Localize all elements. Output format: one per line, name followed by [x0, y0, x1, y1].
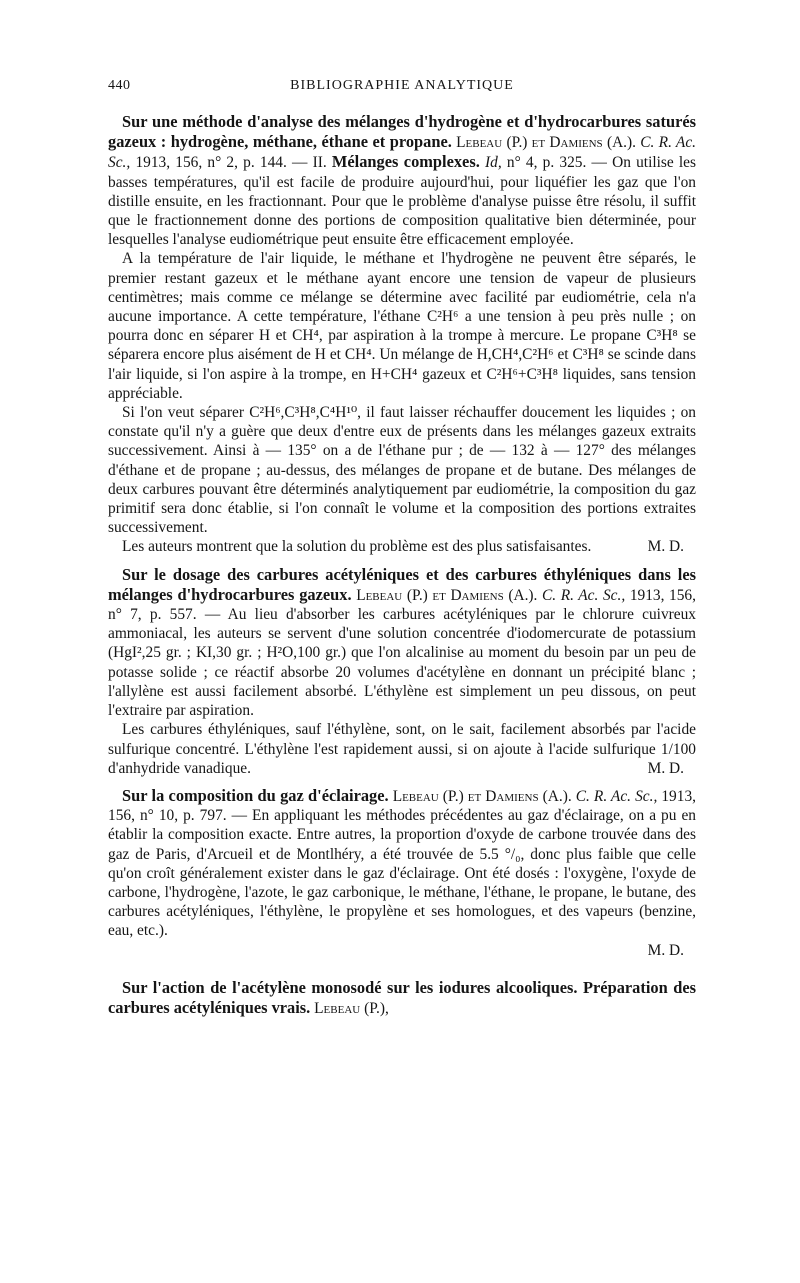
article-2-title: Sur le dosage des carbures acétyléniques et des carbures éthyléniques dans les mélanges d'hydrocarbures gazeux. [108, 564, 696, 604]
article-2-text: 1913, 156, n° 7, p. 557. — Au lieu d'absorber les carbures acétyléniques par le chlorure cuivreux ammoniacal, les auteurs se servent d'une solution concentrée d'iodomercurate de potassium (HgI²,25 gr. ; KI,30 gr. ; H²O,100 gr.) que l'on alcalinise au moment du besoin par un peu de potasse solide ; ce réactif absorbe 20 volumes d'acétylène en donnant un précipité blanc ; l'allylène est aussi facilement absorbé. L'éthylène est simplement un peu dissous, on peut l'extraire par aspiration. [108, 586, 696, 720]
article-1-paragraph-3: Si l'on veut séparer C²H⁶,C³H⁸,C⁴H¹⁰, il faut laisser réchauffer doucement les liquides ; on constate qu'il n'y a guère que deux d'entre eux de présents dans les mélanges gazeux extraits successivement. Ainsi à — 135° on a de l'éthane pur ; de — 132 à — 127° des mélanges d'éthane et de propane ; au-dessus, des mélanges de propane et de butane. Des mélanges de deux carbures pouvant être déterminés analytiquement par eudiométrie, la composition du gaz primitif sera donc établie, si l'on connaît le volume et la composition des portions extraites successivement. [108, 404, 696, 537]
article-3-signature: M. D. [647, 941, 684, 959]
article-2-journal: C. R. Ac. Sc., [542, 586, 626, 604]
article-1-conclusion: Les auteurs montrent que la solution du problème est des plus satisfaisantes. [122, 538, 592, 556]
page-body [108, 112, 696, 1018]
page-header [108, 78, 696, 98]
article-2-paragraph-2 [108, 720, 696, 778]
article-1-paragraph-2: A la température de l'air liquide, le méthane et l'hydrogène ne peuvent être séparés, le premier restant gazeux et le méthane ayant encore une tension de vapeur de plusieurs centimètres; mais comme ce mélange se détermine avec facilité par eudiométrie, cela n'a aucune importance. A cette température, l'éthane C²H⁶ a une tension à peu près nulle ; on pourra donc en séparer H et CH⁴, par aspiration à la trompe à mercure. Le propane C³H⁸ se séparera encore plus aisément de H et CH⁴. Un mélange de H,CH⁴,C²H⁶ et C³H⁸ se scinde dans l'air liquide, si l'on aspire à la trompe, en H+CH⁴ gazeux et C²H⁶+C³H⁸ liquides, sans tension appréciable. [108, 250, 696, 402]
article-1-journal: C. R. Ac. Sc., [108, 134, 697, 172]
article-1-part2-title: Mélanges complexes. [331, 152, 480, 172]
article-3-text: 1913, 156, n° 10, p. 797. — En appliquant les méthodes précédentes au gaz d'éclairage, on a pu en établir la composition exacte. Entre autres, la proportion d'oxyde de carbone trouvée dans des gaz de Paris, d'Arcueil et de Montlhéry, a été trouvée de 5.5 °/₀, donc plus faible que celle qu'on croît généralement exister dans le gaz d'éclairage. Ont été dosés : l'oxygène, l'oxyde de carbone, l'hydrogène, l'azote, le gaz carbonique, le méthane, l'éthane, le propane, le butane, des carbures acétyléniques, l'éthylène, le propylène et ses homologues, et des vapeurs (benzine, eau, etc.). [108, 787, 696, 940]
article-1-authors: Lebeau (P.) et Damiens (A.). [456, 134, 637, 152]
article-4-title: Sur l'action de l'acétylène monosodé sur les iodures alcooliques. Préparation des carbures acétyléniques vrais. [108, 977, 696, 1017]
running-title: BIBLIOGRAPHIE ANALYTIQUE [290, 78, 514, 93]
article-1-ref2-id: Id, [485, 154, 502, 172]
article-3-journal: C. R. Ac. Sc., [575, 787, 658, 805]
article-1-paragraph-4 [108, 537, 696, 556]
article-3-paragraph-1 [108, 786, 696, 941]
article-3-title: Sur la composition du gaz d'éclairage. [122, 785, 389, 805]
article-3-authors: Lebeau (P.) et Damiens (A.). [392, 787, 572, 805]
article-2-authors: Lebeau (P.) et Damiens (A.). [356, 586, 538, 604]
article-1-signature: M. D. [647, 538, 684, 556]
article-1-title: Sur une méthode d'analyse des mélanges d'hydrogène et d'hydrocarbures saturés gazeux : hydrogène, méthane, éthane et propane. [108, 112, 696, 152]
page-number: 440 [108, 78, 131, 93]
article-1-paragraph-1 [108, 112, 696, 249]
article-2-signature: M. D. [647, 759, 684, 777]
article-1-ref-details: 1913, 156, n° 2, p. 144. — II. [135, 154, 327, 172]
article-4-authors: Lebeau (P.), [314, 999, 389, 1017]
article-2-paragraph-1 [108, 565, 696, 721]
article-2-text-2: Les carbures éthyléniques, sauf l'éthylène, sont, on le sait, facilement absorbés par l'acide sulfurique concentré. L'éthylène l'est rapidement aussi, si on ajoute à l'acide sulfurique 1/100 d'anhydride vanadique. [108, 721, 696, 777]
article-4-paragraph-1 [108, 978, 696, 1018]
article-1-text: n° 4, p. 325. — On utilise les basses températures, qu'il est facile de produire aujourd'hui, pour liquéfier les gaz que l'on distille ensuite, en les fractionnant. Pour que le problème d'analyse puisse être résolu, il suffit que le fractionnement donne des portions de composition qualitative bien déterminée, pour lesquelles l'analyse eudiométrique peut ensuite être efficacement employée. [108, 154, 696, 249]
